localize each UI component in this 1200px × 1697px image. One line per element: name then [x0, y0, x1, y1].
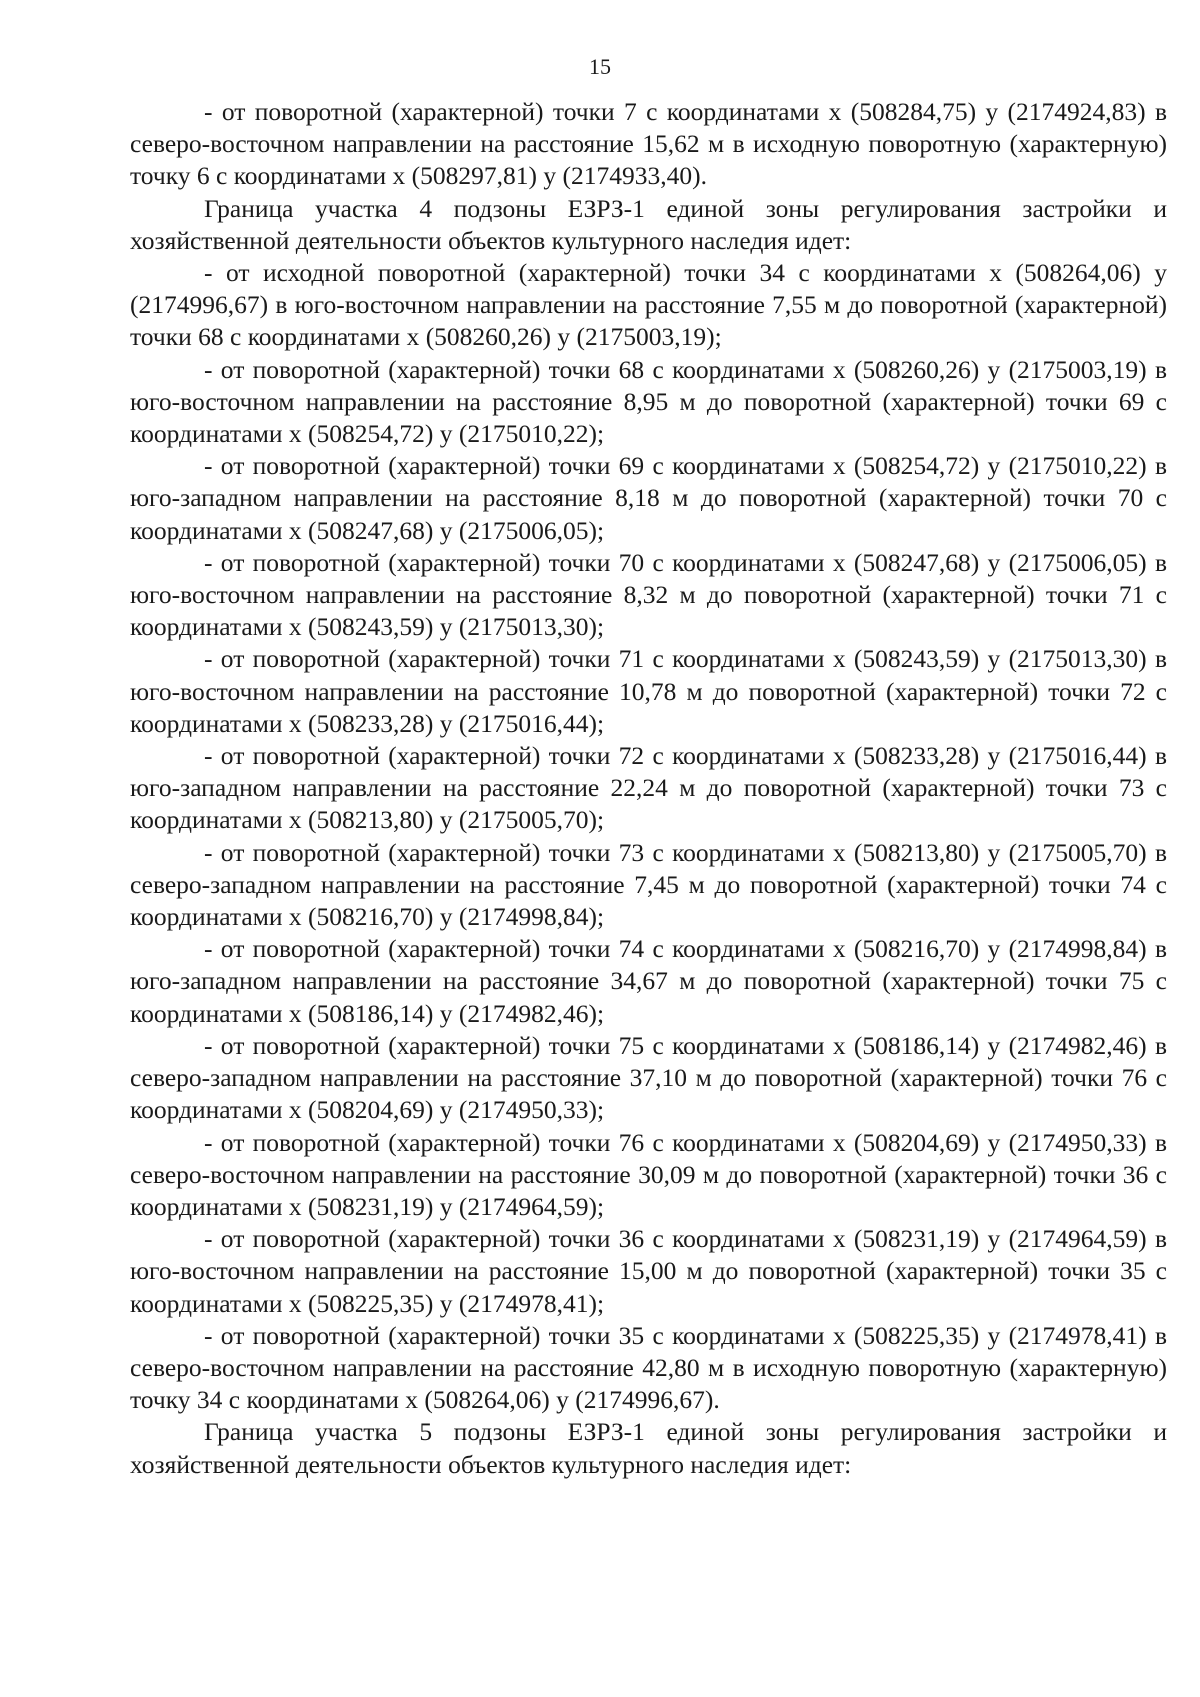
paragraph-point-35-to-34: - от поворотной (характерной) точки 35 с координатами x (508225,35) y (2174978,41) в северо-восточном направлении на расстояние 42,80 м в исходную поворотную (характерную) точку 34 с координатами x (508264,06) y (2174996,67).: [130, 1320, 1167, 1415]
paragraph-point-72-to-73: - от поворотной (характерной) точки 72 с координатами x (508233,28) y (2175016,44) в юго-западном направлении на расстояние 22,24 м до поворотной (характерной) точки 73 с координатами x (508213,80) y (2175005,70);: [130, 741, 1167, 835]
paragraph-section-5-heading: Граница участка 5 подзоны ЕЗРЗ-1 единой зоны регулирования застройки и хозяйственной деятельности объектов культурного наследия идет:: [130, 1417, 1167, 1479]
paragraph-point-71-to-72: - от поворотной (характерной) точки 71 с координатами x (508243,59) y (2175013,30) в юго-восточном направлении на расстояние 10,78 м до поворотной (характерной) точки 72 с координатами x (508233,28) y (2175016,44);: [130, 644, 1167, 738]
paragraph-point-7-to-6: - от поворотной (характерной) точки 7 с координатами x (508284,75) y (2174924,83) в северо-восточном направлении на расстояние 15,62 м в исходную поворотную (характерную) точку 6 с координатами x (508297,81) y (2174933,40).: [130, 97, 1167, 191]
paragraph-point-69-to-70: - от поворотной (характерной) точки 69 с координатами x (508254,72) y (2175010,22) в юго-западном направлении на расстояние 8,18 м до поворотной (характерной) точки 70 с координатами x (508247,68) y (2175006,05);: [130, 451, 1167, 545]
paragraph-point-34-to-68: - от исходной поворотной (характерной) точки 34 с координатами x (508264,06) y (2174996,67) в юго-восточном направлении на расстояние 7,55 м до поворотной (характерной) точки 68 с координатами x (508260,26) y (2175003,19);: [130, 258, 1167, 352]
paragraph-point-73-to-74: - от поворотной (характерной) точки 73 с координатами x (508213,80) y (2175005,70) в северо-западном направлении на расстояние 7,45 м до поворотной (характерной) точки 74 с координатами x (508216,70) y (2174998,84);: [130, 837, 1167, 932]
paragraph-point-70-to-71: - от поворотной (характерной) точки 70 с координатами x (508247,68) y (2175006,05) в юго-восточном направлении на расстояние 8,32 м до поворотной (характерной) точки 71 с координатами x (508243,59) y (2175013,30);: [130, 547, 1167, 642]
paragraph-point-75-to-76: - от поворотной (характерной) точки 75 с координатами x (508186,14) y (2174982,46) в северо-западном направлении на расстояние 37,10 м до поворотной (характерной) точки 76 с координатами x (508204,69) y (2174950,33);: [130, 1030, 1167, 1125]
document-body: [130, 96, 1167, 1481]
paragraph-point-68-to-69: - от поворотной (характерной) точки 68 с координатами x (508260,26) y (2175003,19) в юго-восточном направлении на расстояние 8,95 м до поворотной (характерной) точки 69 с координатами x (508254,72) y (2175010,22);: [130, 354, 1167, 449]
paragraph-section-4-heading: Граница участка 4 подзоны ЕЗРЗ-1 единой зоны регулирования застройки и хозяйственной деятельности объектов культурного наследия идет:: [130, 193, 1167, 255]
paragraph-point-74-to-75: - от поворотной (характерной) точки 74 с координатами x (508216,70) y (2174998,84) в юго-западном направлении на расстояние 34,67 м до поворотной (характерной) точки 75 с координатами x (508186,14) y (2174982,46);: [130, 934, 1167, 1028]
paragraph-point-36-to-35: - от поворотной (характерной) точки 36 с координатами x (508231,19) y (2174964,59) в юго-восточном направлении на расстояние 15,00 м до поворотной (характерной) точки 35 с координатами x (508225,35) y (2174978,41);: [130, 1224, 1167, 1318]
paragraph-point-76-to-36: - от поворотной (характерной) точки 76 с координатами x (508204,69) y (2174950,33) в северо-восточном направлении на расстояние 30,09 м до поворотной (характерной) точки 36 с координатами x (508231,19) y (2174964,59);: [130, 1127, 1167, 1221]
page-number: 15: [589, 54, 611, 79]
